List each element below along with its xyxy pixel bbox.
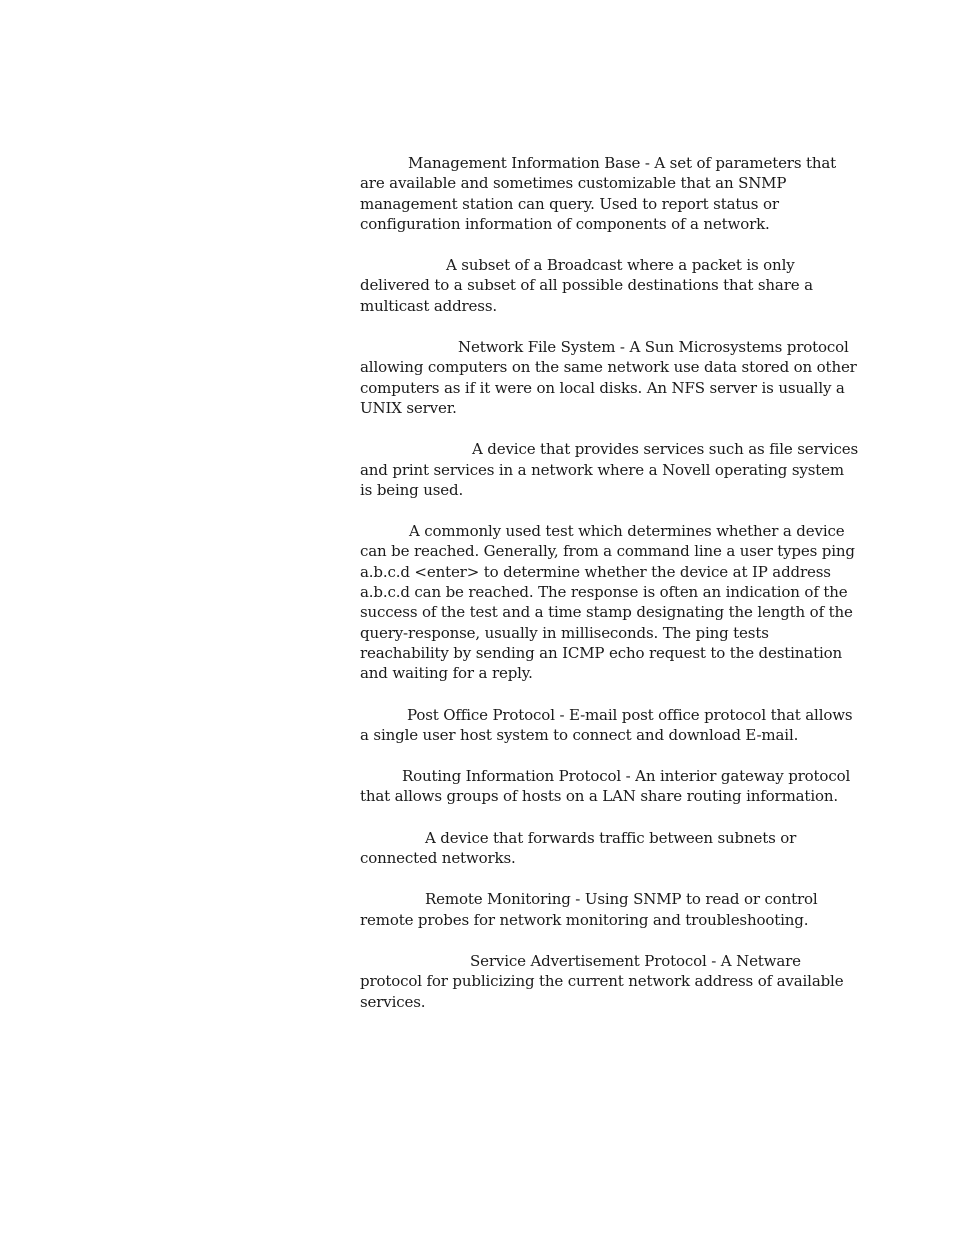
entry-definition: Remote Monitoring - Using SNMP to read or control remote probes for network monitoring and troubleshooting. <box>360 890 818 929</box>
entry-definition: Routing Information Protocol - An interior gateway protocol that allows groups of hosts on a LAN share routing information. <box>360 767 851 806</box>
glossary-entry <box>360 153 860 234</box>
glossary-entry <box>360 951 860 1012</box>
glossary-entry <box>360 521 860 683</box>
entry-definition: Post Office Protocol - E-mail post office protocol that allows a single user host system to connect and download E-mail. <box>360 705 853 744</box>
glossary-entry <box>360 889 860 930</box>
glossary-entry <box>360 439 860 500</box>
entry-definition: A commonly used test which determines whether a device can be reached. Generally, from a command line a user types ping a.b.c.d <enter> to determine whether the device at IP address a.b.c.d can be reached. The response is often an indication of the success of the test and a time stamp designating the length of the query-response, usually in milliseconds. The ping tests reachability by sending an ICMP echo request to the destination and waiting for a reply. <box>360 522 855 683</box>
entry-definition: A device that forwards traffic between subnets or connected networks. <box>360 828 797 868</box>
entry-definition: A subset of a Broadcast where a packet is only delivered to a subset of all possible destinations that share a multicast address. <box>360 256 813 315</box>
glossary-entry <box>360 255 860 316</box>
entry-definition: A device that provides services such as file services and print services in a network where a Novell operating system is being used. <box>360 440 859 499</box>
glossary-entry <box>360 766 860 807</box>
glossary-entry <box>360 828 860 869</box>
glossary-entries <box>360 153 860 1033</box>
glossary-entry <box>360 337 860 418</box>
entry-definition: Management Information Base - A set of parameters that are available and sometimes customizable that an SNMP management station can query. Used to report status or configuration information of components of a network. <box>360 154 837 233</box>
entry-definition: Service Advertisement Protocol - A Netware protocol for publicizing the current network address of available services. <box>360 951 844 1011</box>
glossary-entry <box>360 705 860 746</box>
entry-definition: Network File System - A Sun Microsystems protocol allowing computers on the same network use data stored on other computers as if it were on local disks. An NFS server is usually a UNIX server. <box>360 338 857 417</box>
